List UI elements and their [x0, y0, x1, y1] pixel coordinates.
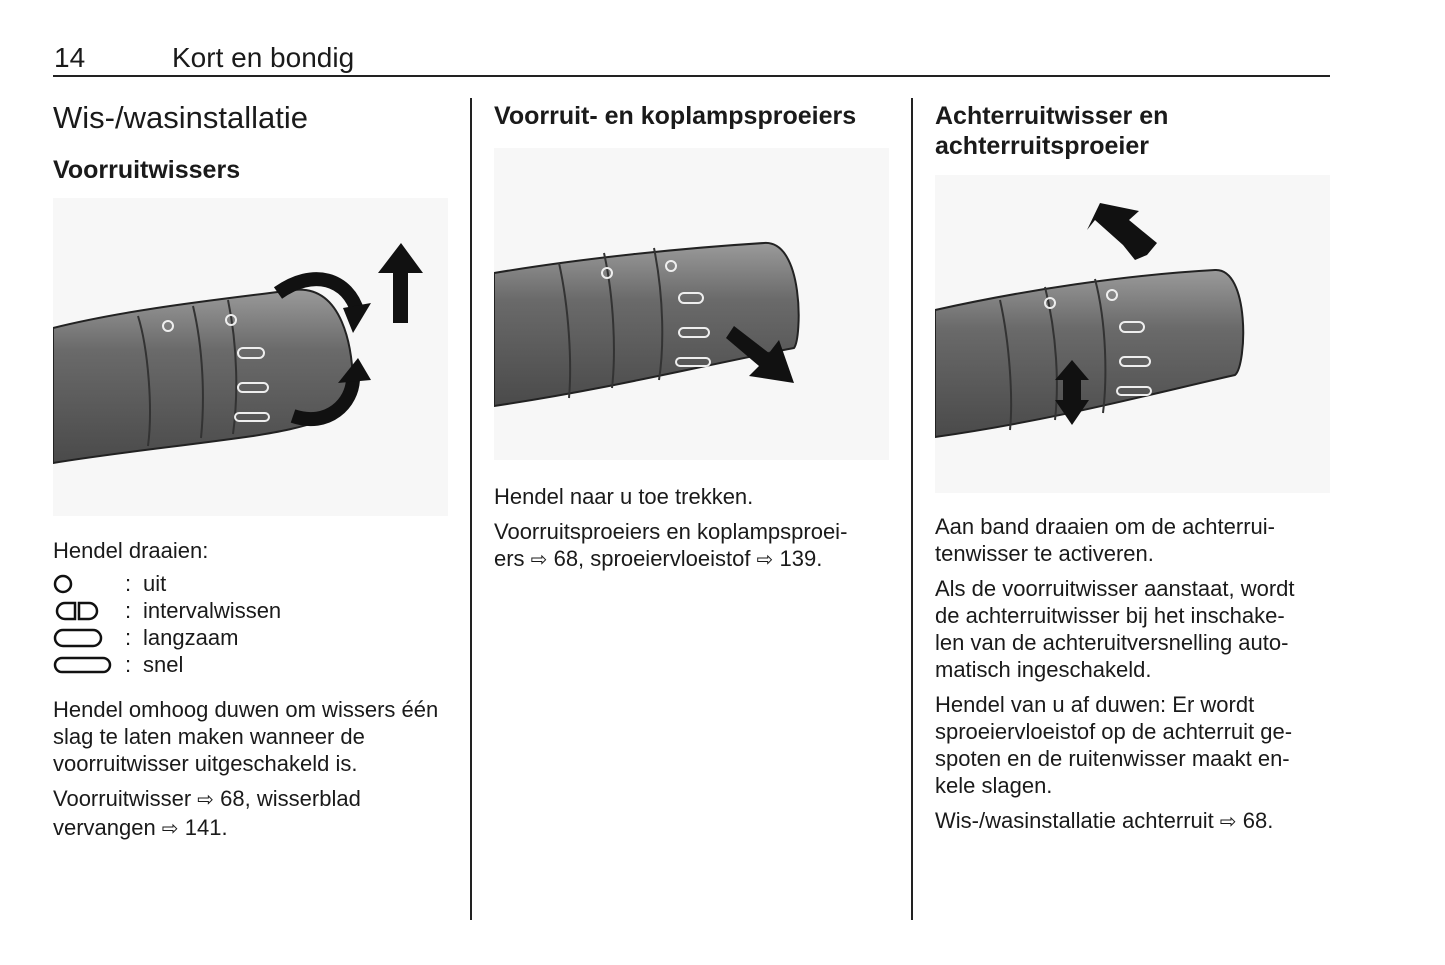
rear-wiper-lever-illustration [935, 175, 1330, 493]
position-label-fast: snel [143, 651, 184, 677]
washer-references: Voorruitsproeiers en koplampsproei- ers ⇨ 68, sproeiervloeistof ⇨ 139. [494, 518, 904, 574]
page-ref-link[interactable]: 139. [779, 546, 823, 571]
front-wiper-lever-illustration [53, 198, 448, 516]
fast-icon [53, 655, 113, 675]
position-row-slow: : langzaam [53, 624, 453, 651]
position-label-interval: intervalwissen [143, 597, 282, 623]
page-ref-arrow-icon: ⇨ [197, 789, 215, 811]
reverse-gear-paragraph: Als de voorruitwisser aanstaat, wordt de achterruitwisser bij het inschake- len van de achteruitversnelling auto- matisch ingeschakeld. [935, 576, 1295, 682]
page-number: 14 [54, 42, 86, 73]
column-2 [494, 101, 894, 131]
position-row-off: : uit [53, 570, 453, 597]
front-wiper-references: Voorruitwisser ⇨ 68, wisserblad vervangen ⇨ 141. [53, 785, 453, 843]
header-divider [53, 75, 1330, 77]
wiper-positions-list [53, 570, 453, 678]
subheading-rear-wiper: Achterruitwisser en achterruitsproeier [935, 102, 1169, 160]
rotate-band-paragraph: Aan band draaien om de achterrui- tenwisser te activeren. [935, 514, 1275, 566]
column-1-text [53, 537, 453, 843]
rotate-lever-intro: Hendel draaien: [53, 538, 209, 563]
push-lever-paragraph: Hendel omhoog duwen om wissers één slag te laten maken wanneer de voorruitwisser uitgeschakeld is. [53, 697, 439, 776]
column-2-text [494, 483, 904, 574]
page-ref-arrow-icon: ⇨ [161, 818, 179, 840]
column-3-text [935, 513, 1335, 836]
position-label-slow: langzaam [143, 624, 239, 650]
column-3 [935, 101, 1335, 161]
subheading-front-wipers: Voorruitwissers [53, 156, 241, 184]
page-ref-link[interactable]: 68, wisserblad [220, 786, 361, 811]
position-label-off: uit [143, 570, 167, 596]
page-ref-arrow-icon: ⇨ [1219, 811, 1237, 833]
section-title: Kort en bondig [172, 42, 355, 73]
page-heading: Wis-/wasinstallatie [53, 100, 308, 135]
column-divider-1 [470, 98, 472, 920]
page-ref-link[interactable]: 68, sproeiervloeistof [553, 546, 751, 571]
position-row-interval: : intervalwissen [53, 597, 453, 624]
page-ref-arrow-icon: ⇨ [756, 549, 774, 571]
washer-lever-illustration [494, 148, 889, 460]
page-ref-link[interactable]: 141. [184, 815, 228, 840]
interval-icon [53, 601, 101, 621]
page-ref-arrow-icon: ⇨ [530, 549, 548, 571]
slow-icon [53, 628, 105, 648]
page-ref-link[interactable]: 68. [1242, 808, 1274, 833]
off-circle-icon [53, 574, 75, 594]
column-divider-2 [911, 98, 913, 920]
rear-washer-reference: Wis-/wasinstallatie achterruit ⇨ 68. [935, 807, 1335, 836]
push-away-paragraph: Hendel van u af duwen: Er wordt sproeiervloeistof op de achterruit ge- spoten en de ruitenwisser maakt en- kele slagen. [935, 692, 1293, 798]
pull-lever-paragraph: Hendel naar u toe trekken. [494, 484, 754, 509]
position-row-fast: : snel [53, 651, 453, 678]
subheading-washers: Voorruit- en koplampsproeiers [494, 102, 857, 130]
column-1 [53, 100, 453, 185]
